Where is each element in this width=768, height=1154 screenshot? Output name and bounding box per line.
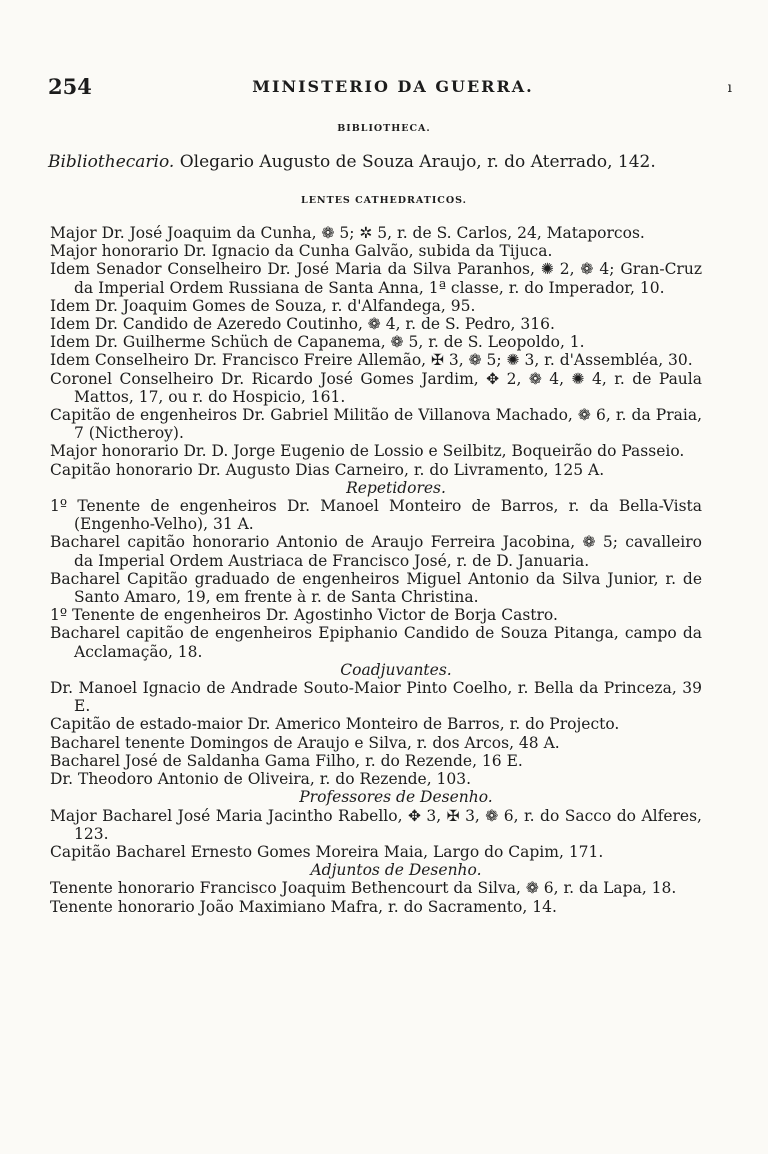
list-item: Major Dr. José Joaquim da Cunha, ❁ 5; ✲ 5, r. de S. Carlos, 24, Mataporcos. [50,224,645,242]
subheading-repetidores: Repetidores. [346,478,446,497]
list-item: Tenente honorario João Maximiano Mafra, r. do Sacramento, 14. [50,897,557,916]
list-item: Bacharel capitão de engenheiros Epiphanio Candido de Souza Pitanga, campo da Acclamação, 18. [50,624,702,661]
staff-list [50,224,702,916]
subheading-professores: Professores de Desenho. [299,788,493,807]
list-item: Bacharel Capitão graduado de engenheiros Miguel Antonio da Silva Junior, r. de Santo Amaro, 19, em frente à r. de Santa Christina. [50,569,702,607]
list-item: Dr. Manoel Ignacio de Andrade Souto-Maior Pinto Coelho, r. Bella da Princeza, 39 E. [50,679,702,716]
page-header [48,74,738,100]
list-item: Bacharel tenente Domingos de Araujo e Silva, r. dos Arcos, 48 A. [50,733,560,752]
list-item: Major Bacharel José Maria Jacintho Rabello, ✥ 3, ✠ 3, ❁ 6, r. do Sacco do Alferes, 123. [50,806,702,843]
list-item: Bacharel José de Saldanha Gama Filho, r. do Rezende, 16 E. [50,751,523,770]
list-item: Idem Dr. Candido de Azeredo Coutinho, ❁ 4, r. de S. Pedro, 316. [50,315,555,334]
list-item: Capitão de engenheiros Dr. Gabriel Militão de Villanova Machado, ❁ 6, r. da Praia, 7 (Nictheroy). [50,406,702,443]
librarian-entry [48,150,708,174]
list-item: Idem Conselheiro Dr. Francisco Freire Allemão, ✠ 3, ❁ 5; ✺ 3, r. d'Assembléa, 30. [50,351,693,370]
edge-mark: ı [727,80,732,96]
list-item: 1º Tenente de engenheiros Dr. Agostinho Victor de Borja Castro. [50,606,558,625]
list-item: Capitão Bacharel Ernesto Gomes Moreira Maia, Largo do Capim, 171. [50,842,604,861]
list-item: Idem Dr. Guilherme Schüch de Capanema, ❁ 5, r. de S. Leopoldo, 1. [50,333,585,352]
list-item: Idem Senador Conselheiro Dr. José Maria da Silva Paranhos, ✺ 2, ❁ 4; Gran-Cruz da Imperial Ordem Russiana de Santa Anna, 1ª classe, r. do Imperador, 10. [50,260,702,297]
librarian-text: Olegario Augusto de Souza Araujo, r. do Aterrado, 142. [179,152,656,172]
section-heading-library: BIBLIOTHECA. [337,123,431,134]
list-item: Capitão honorario Dr. Augusto Dias Carneiro, r. do Livramento, 125 A. [50,460,605,479]
librarian-role: Bibliothecario. [48,152,175,172]
list-item: Major honorario Dr. D. Jorge Eugenio de Lossio e Seilbitz, Boqueirão do Passeio. [50,442,685,461]
running-title: MINISTERIO DA GUERRA. [252,77,534,96]
list-item: Capitão de estado-maior Dr. Americo Monteiro de Barros, r. do Projecto. [50,715,620,734]
subheading-coadjuvantes: Coadjuvantes. [340,660,452,679]
list-item: Dr. Theodoro Antonio de Oliveira, r. do Rezende, 103. [50,770,472,789]
subheading-adjuntos: Adjuntos de Desenho. [310,861,482,880]
list-item: 1º Tenente de engenheiros Dr. Manoel Monteiro de Barros, r. da Bella-Vista (Engenho-Velho), 31 A. [50,497,702,534]
list-item: Tenente honorario Francisco Joaquim Bethencourt da Silva, ❁ 6, r. da Lapa, 18. [50,879,677,898]
list-item: Bacharel capitão honorario Antonio de Araujo Ferreira Jacobina, ❁ 5; cavalleiro da Imperial Ordem Austriaca de Francisco José, r. de D. Januaria. [50,533,702,570]
page-number: 254 [48,74,92,99]
section-heading-lentes: LENTES CATHEDRATICOS. [301,195,467,206]
list-item: Idem Dr. Joaquim Gomes de Souza, r. d'Alfandega, 95. [50,296,476,315]
list-item: Coronel Conselheiro Dr. Ricardo José Gomes Jardim, ✥ 2, ❁ 4, ✺ 4, r. de Paula Mattos, 17, ou r. do Hospicio, 161. [50,369,702,406]
list-item: Major honorario Dr. Ignacio da Cunha Galvão, subida da Tijuca. [50,242,553,261]
